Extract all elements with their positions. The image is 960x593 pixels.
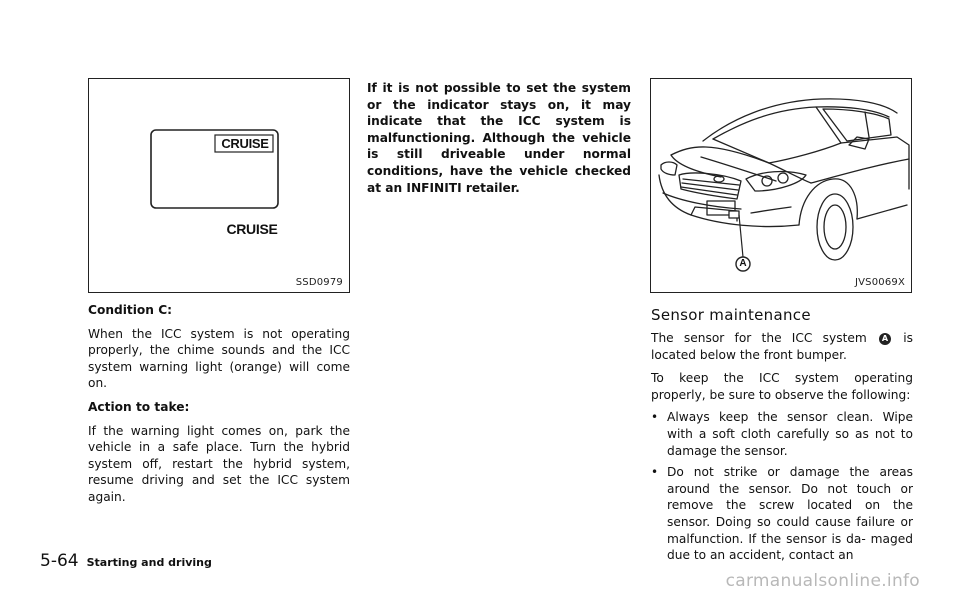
cruise-display-label: CRUISE xyxy=(221,136,269,151)
column-1-text xyxy=(88,302,350,506)
car-illustration xyxy=(651,79,911,292)
action-text: If the warning light comes on, park the vehicle in a safe place. Turn the hybrid system off, restart the hybrid system, resume driving and set the ICC system again. xyxy=(88,423,350,504)
column-2-text xyxy=(367,80,631,196)
page-number: 5-64 xyxy=(40,551,79,571)
figure-cruise-indicator xyxy=(88,78,350,293)
bullet-text: Do not strike or damage the areas around the sensor. Do not touch or remove the screw located on the sensor. Doing so could cause failure or malfunction. If the sensor is da- maged due to an accident, contact an xyxy=(667,465,913,563)
sensor-marker-label: A xyxy=(739,258,747,269)
bullet-text: Always keep the sensor clean. Wipe with a soft cloth carefully so as not to damage the sensor. xyxy=(667,410,913,458)
bullet-dot-icon: • xyxy=(651,410,659,425)
cruise-caption-label: CRUISE xyxy=(226,221,278,237)
bullet-dot-icon: • xyxy=(651,465,659,480)
sensor-keep-text: To keep the ICC system operating properly, be sure to observe the following: xyxy=(651,371,913,402)
condition-c-text: When the ICC system is not operating properly, the chime sounds and the ICC system warning light (orange) will come on. xyxy=(88,326,350,391)
marker-a-badge: A xyxy=(879,333,891,345)
figure-code: JVS0069X xyxy=(854,277,905,288)
list-item xyxy=(651,409,913,459)
page-footer xyxy=(40,551,212,571)
figure-car-sensor xyxy=(650,78,912,293)
malfunction-note: If it is not possible to set the system or the indicator stays on, it may indicate that the ICC system is malfunctioning. Although the vehicle is still driveable under normal conditions, have the vehicle checked at an INFINITI retailer. xyxy=(367,81,631,195)
sensor-maintenance-heading: Sensor maintenance xyxy=(651,306,811,324)
figure-code: SSD0979 xyxy=(295,277,343,288)
sensor-intro-before: The sensor for the ICC system xyxy=(651,331,867,345)
cruise-indicator-illustration xyxy=(89,79,349,292)
condition-c-heading: Condition C: xyxy=(88,303,173,317)
sensor-intro xyxy=(651,330,913,363)
action-heading: Action to take: xyxy=(88,399,190,414)
list-item xyxy=(651,464,913,564)
section-title: Starting and driving xyxy=(86,556,212,569)
sensor-intro-after: is located below the front bumper. xyxy=(651,331,913,362)
column-3-text xyxy=(651,306,913,564)
watermark: carmanualsonline.info xyxy=(725,571,920,591)
